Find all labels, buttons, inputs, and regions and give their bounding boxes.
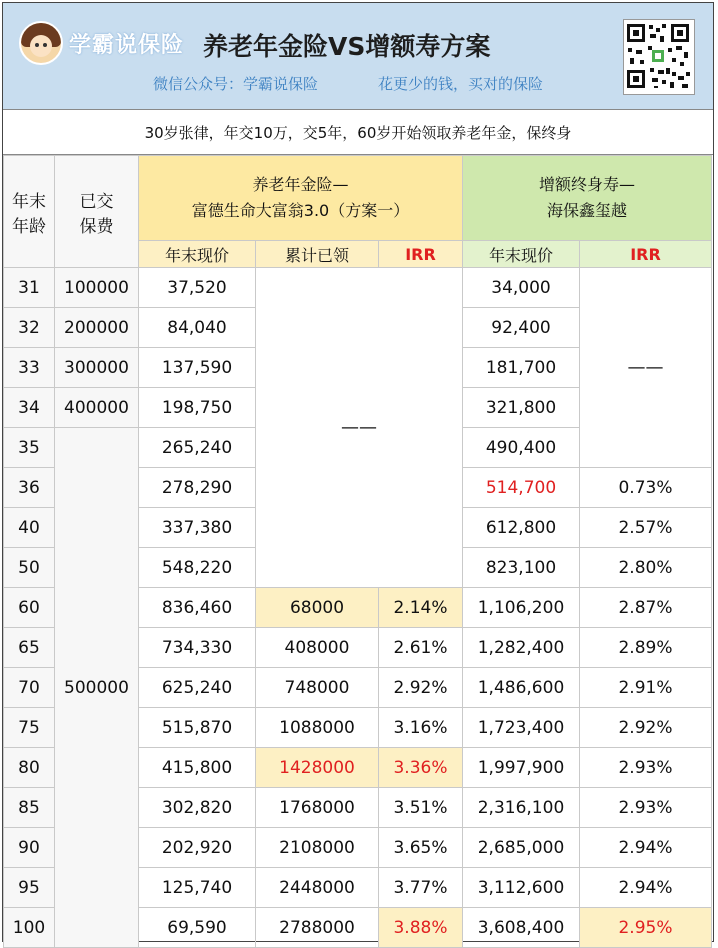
age-cell: 65 — [4, 628, 55, 668]
b-irr-cell: 2.94% — [580, 828, 712, 868]
b-cash-cell: 1,997,900 — [463, 748, 580, 788]
qr-code-icon — [623, 19, 695, 95]
b-irr-cell: 2.92% — [580, 708, 712, 748]
brand-name: 学霸说保险 — [69, 32, 185, 58]
b-irr-cell: 2.91% — [580, 668, 712, 708]
a-cash-cell: 625,240 — [139, 668, 256, 708]
col-paid-header: 已交 保费 — [55, 156, 139, 268]
b-irr-cell: 2.93% — [580, 748, 712, 788]
age-cell: 60 — [4, 588, 55, 628]
a-cash-cell: 37,520 — [139, 268, 256, 308]
plan-a-header — [139, 156, 463, 241]
a-total-cell: 2448000 — [256, 868, 379, 908]
banner — [3, 3, 713, 110]
a-total-cell: 68000 — [256, 588, 379, 628]
b-cash-cell: 1,106,200 — [463, 588, 580, 628]
a-total-cell: 748000 — [256, 668, 379, 708]
age-cell: 80 — [4, 748, 55, 788]
b-cash-cell: 321,800 — [463, 388, 580, 428]
age-cell: 33 — [4, 348, 55, 388]
paid-cell: 200000 — [55, 308, 139, 348]
b-cash-cell: 1,723,400 — [463, 708, 580, 748]
page-frame — [2, 2, 714, 942]
a-cash-cell: 198,750 — [139, 388, 256, 428]
comparison-table — [3, 155, 712, 948]
plan-b-line2: 海保鑫玺越 — [546, 201, 627, 220]
sub-cash-a: 年末现价 — [139, 241, 256, 268]
a-cash-cell: 125,740 — [139, 868, 256, 908]
a-cash-cell: 265,240 — [139, 428, 256, 468]
age-cell: 34 — [4, 388, 55, 428]
a-irr-cell: 3.36% — [379, 748, 463, 788]
b-cash-cell: 3,608,400 — [463, 908, 580, 948]
a-dash-cell: —— — [256, 268, 463, 588]
b-dash-cell: —— — [580, 268, 712, 468]
b-irr-cell: 2.87% — [580, 588, 712, 628]
b-cash-cell: 490,400 — [463, 428, 580, 468]
age-cell: 36 — [4, 468, 55, 508]
b-irr-cell: 2.89% — [580, 628, 712, 668]
age-cell: 75 — [4, 708, 55, 748]
age-cell: 32 — [4, 308, 55, 348]
a-cash-cell: 734,330 — [139, 628, 256, 668]
a-irr-cell: 2.14% — [379, 588, 463, 628]
b-irr-cell: 0.73% — [580, 468, 712, 508]
b-irr-cell: 2.94% — [580, 868, 712, 908]
b-cash-cell: 2,316,100 — [463, 788, 580, 828]
age-cell: 100 — [4, 908, 55, 948]
a-cash-cell: 278,290 — [139, 468, 256, 508]
col-age-header: 年末 年龄 — [4, 156, 55, 268]
age-cell: 85 — [4, 788, 55, 828]
plan-a-line2: 富德生命大富翁3.0（方案一） — [191, 201, 410, 220]
a-irr-cell: 2.61% — [379, 628, 463, 668]
case-description: 30岁张律，年交10万，交5年，60岁开始领取养老年金，保终身 — [3, 110, 713, 155]
b-cash-cell: 34,000 — [463, 268, 580, 308]
age-cell: 31 — [4, 268, 55, 308]
sub-cash-b: 年末现价 — [463, 241, 580, 268]
a-irr-cell: 3.77% — [379, 868, 463, 908]
a-irr-cell: 3.88% — [379, 908, 463, 948]
b-cash-cell: 92,400 — [463, 308, 580, 348]
brand — [19, 21, 184, 65]
b-cash-cell: 1,486,600 — [463, 668, 580, 708]
a-total-cell: 1088000 — [256, 708, 379, 748]
b-cash-cell: 514,700 — [463, 468, 580, 508]
paid-cell: 400000 — [55, 388, 139, 428]
b-cash-cell: 3,112,600 — [463, 868, 580, 908]
a-cash-cell: 137,590 — [139, 348, 256, 388]
slogan: 花更少的钱，买对的保险 — [378, 75, 544, 93]
page-title: 养老年金险VS增额寿方案 — [203, 32, 491, 61]
a-cash-cell: 69,590 — [139, 908, 256, 948]
a-cash-cell: 515,870 — [139, 708, 256, 748]
age-cell: 70 — [4, 668, 55, 708]
age-cell: 40 — [4, 508, 55, 548]
a-total-cell: 408000 — [256, 628, 379, 668]
sub-irr-b: IRR — [580, 241, 712, 268]
a-total-cell: 1768000 — [256, 788, 379, 828]
b-cash-cell: 823,100 — [463, 548, 580, 588]
wechat-account: 微信公众号：学霸说保险 — [153, 75, 319, 93]
a-cash-cell: 548,220 — [139, 548, 256, 588]
age-cell: 90 — [4, 828, 55, 868]
a-cash-cell: 836,460 — [139, 588, 256, 628]
age-cell: 35 — [4, 428, 55, 468]
paid-cell: 300000 — [55, 348, 139, 388]
b-irr-cell: 2.57% — [580, 508, 712, 548]
a-total-cell: 2788000 — [256, 908, 379, 948]
b-irr-cell: 2.93% — [580, 788, 712, 828]
a-irr-cell: 3.51% — [379, 788, 463, 828]
a-irr-cell: 3.16% — [379, 708, 463, 748]
table-row — [4, 268, 712, 308]
paid-cell: 100000 — [55, 268, 139, 308]
plan-a-line1: 养老年金险— — [252, 175, 349, 194]
plan-b-line1: 增额终身寿— — [538, 175, 635, 194]
age-cell: 50 — [4, 548, 55, 588]
a-total-cell: 2108000 — [256, 828, 379, 868]
sub-irr-a: IRR — [379, 241, 463, 268]
a-total-cell: 1428000 — [256, 748, 379, 788]
b-cash-cell: 2,685,000 — [463, 828, 580, 868]
b-cash-cell: 612,800 — [463, 508, 580, 548]
sub-total: 累计已领 — [256, 241, 379, 268]
a-cash-cell: 202,920 — [139, 828, 256, 868]
age-cell: 95 — [4, 868, 55, 908]
b-irr-cell: 2.80% — [580, 548, 712, 588]
a-irr-cell: 3.65% — [379, 828, 463, 868]
b-cash-cell: 181,700 — [463, 348, 580, 388]
b-irr-cell: 2.95% — [580, 908, 712, 948]
a-irr-cell: 2.92% — [379, 668, 463, 708]
a-cash-cell: 337,380 — [139, 508, 256, 548]
a-cash-cell: 415,800 — [139, 748, 256, 788]
a-cash-cell: 84,040 — [139, 308, 256, 348]
avatar-icon — [19, 21, 63, 65]
paid-merged-cell: 500000 — [55, 428, 139, 948]
plan-b-header — [463, 156, 712, 241]
a-cash-cell: 302,820 — [139, 788, 256, 828]
b-cash-cell: 1,282,400 — [463, 628, 580, 668]
